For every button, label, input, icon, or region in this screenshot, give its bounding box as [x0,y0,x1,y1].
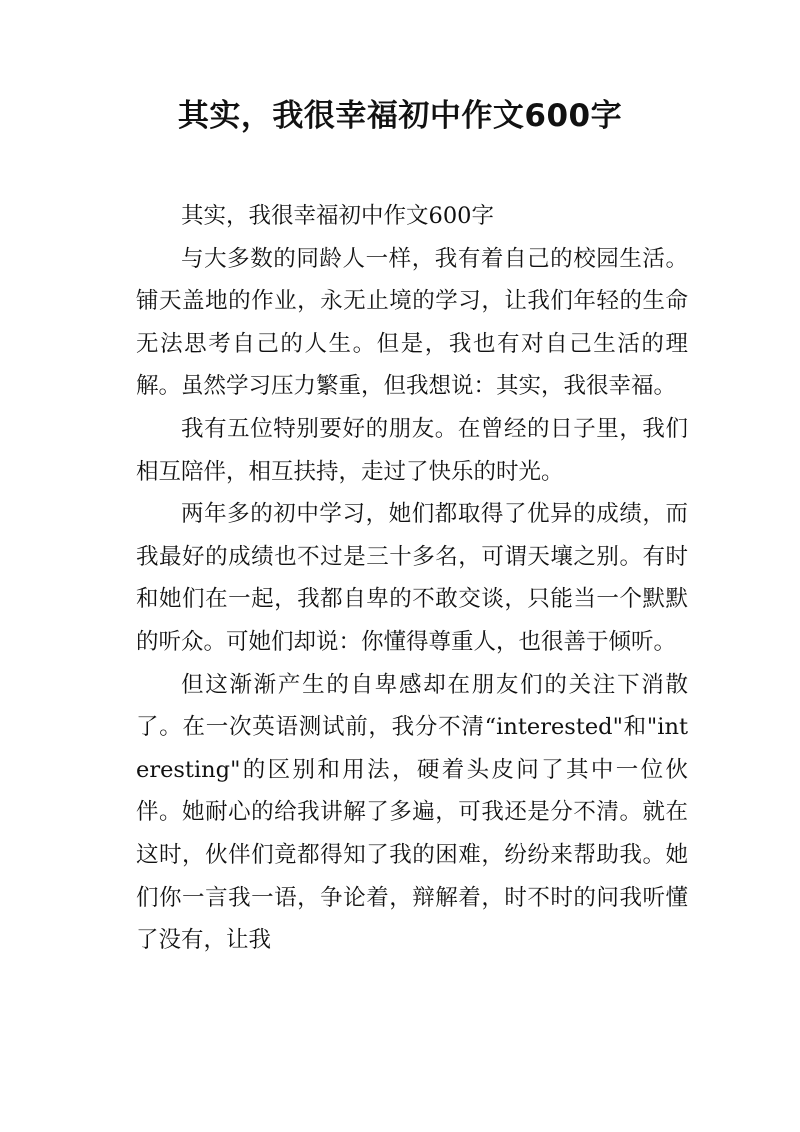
document-body [136,195,688,962]
subtitle-paragraph: 其实，我很幸福初中作文600字 [181,203,494,229]
body-paragraph: 与大多数的同龄人一样，我有着自己的校园生活。铺天盖地的作业，永无止境的学习，让我们年轻的生命无法思考自己的人生。但是，我也有对自己生活的理解。虽然学习压力繁重，但我想说：其实，我很幸福。 [136,245,688,400]
body-paragraph: 我有五位特别要好的朋友。在曾经的日子里，我们相互陪伴，相互扶持，走过了快乐的时光。 [136,415,688,485]
body-paragraph: 但这渐渐产生的自卑感却在朋友们的关注下消散了。在一次英语测试前，我分不清“interested"和"interesting"的区别和用法，硬着头皮问了其中一位伙伴。她耐心的给我讲解了多遍，可我还是分不清。就在这时，伙伴们竟都得知了我的困难，纷纷来帮助我。她们你一言我一语，争论着，辩解着，时不时的问我听懂了没有，让我 [136,671,688,954]
body-paragraph: 两年多的初中学习，她们都取得了优异的成绩，而我最好的成绩也不过是三十多名，可谓天壤之别。有时和她们在一起，我都自卑的不敢交谈，只能当一个默默的听众。可她们却说：你懂得尊重人，也很善于倾听。 [136,501,688,655]
document-title: 其实，我很幸福初中作文600字 [177,98,623,134]
